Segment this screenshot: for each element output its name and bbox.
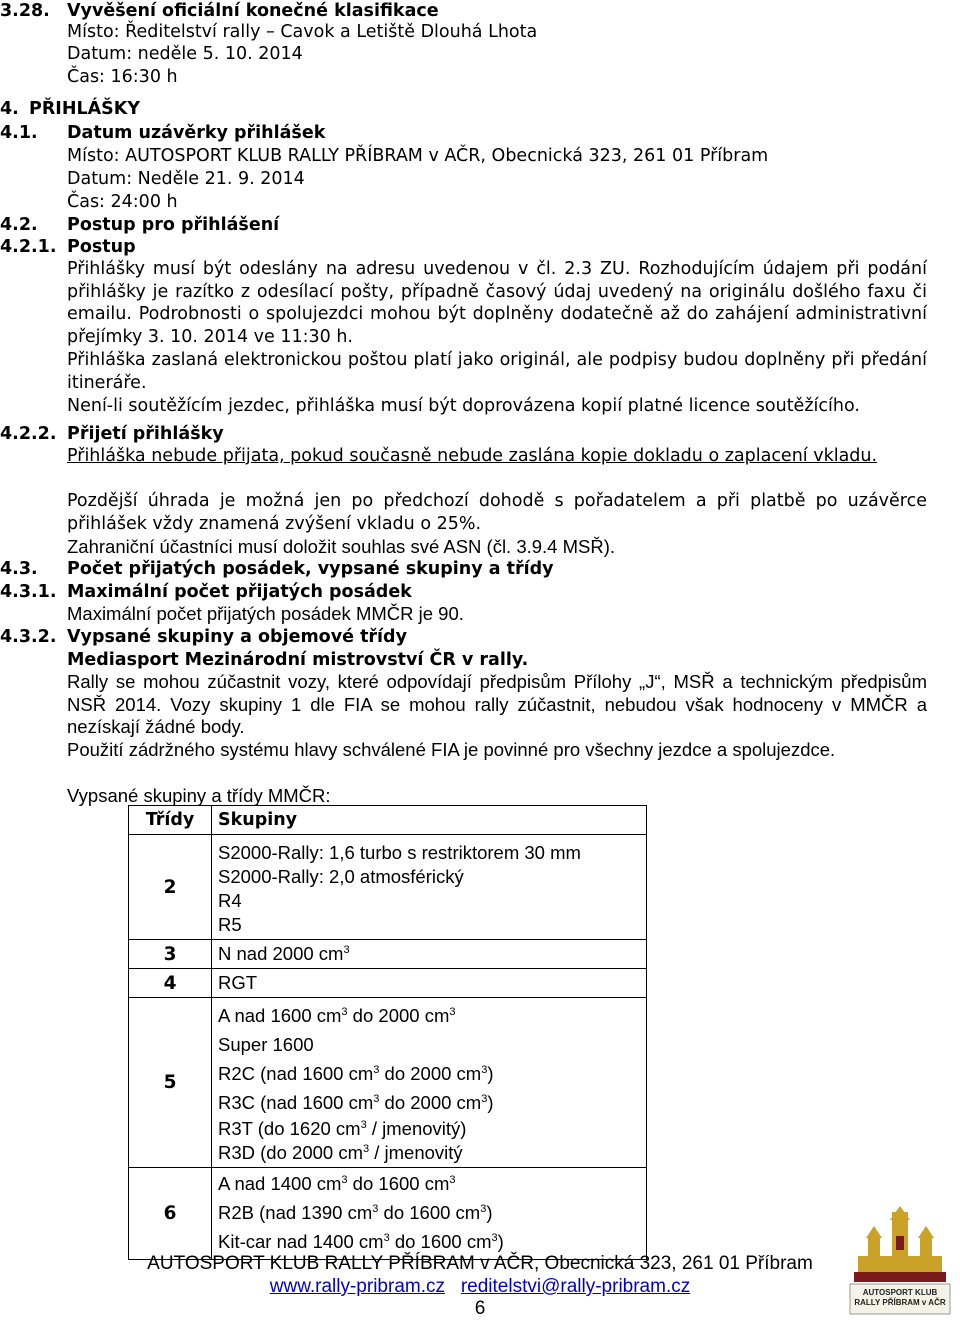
section-title: Vyvěšení oficiální konečné klasifikace bbox=[67, 1, 439, 21]
group-item: R2B (nad 1390 $cm^3$ do 1600 $cm^3$) bbox=[218, 1202, 493, 1223]
class-cell: 4 bbox=[129, 969, 212, 998]
email-link[interactable]: reditelstvi@rally-pribram.cz bbox=[460, 1276, 691, 1297]
section-title: Postup bbox=[67, 237, 136, 257]
section-number: 4.2. bbox=[0, 215, 38, 235]
paragraph: Vypsané skupiny a třídy MMČR: bbox=[67, 785, 331, 806]
section-number: 4.3.2. bbox=[0, 627, 57, 647]
logo-text-line1: AUTOSPORT KLUB bbox=[862, 1288, 938, 1297]
paragraph: Přihlášky musí být odeslány na adresu uvedenou v čl. 2.3 ZU. Rozhodujícím údajem při podání přihlášky je razítko z odesílací pošty, případně časový údaj uvedený na originálu došlého faxu či emailu. Podrobnosti o spolujezdci mohou být doplněny dodatečně až do zahájení administrativní přejímky 3. 10. 2014 ve 11:30 h. bbox=[67, 259, 927, 347]
time-line: Čas: 16:30 h bbox=[67, 67, 178, 87]
table-row bbox=[129, 969, 647, 998]
group-item: R3C (nad 1600 $cm^3$ do 2000 $cm^3$) bbox=[218, 1092, 494, 1113]
groups-cell bbox=[212, 940, 647, 969]
section-title: Postup pro přihlášení bbox=[67, 215, 280, 235]
group-item: R5 bbox=[218, 914, 242, 935]
group-item: R2C (nad 1600 $cm^3$ do 2000 $cm^3$) bbox=[218, 1063, 494, 1084]
table-header-row bbox=[129, 806, 647, 835]
section-title: Maximální počet přijatých posádek bbox=[67, 582, 412, 602]
header-class: Třídy bbox=[129, 806, 212, 835]
website-link[interactable]: www.rally-pribram.cz bbox=[269, 1276, 445, 1297]
paragraph: Není-li soutěžícím jezdec, přihláška musí být doprovázena kopií platné licence soutěžícího. bbox=[67, 396, 860, 416]
section-title: Přijetí přihlášky bbox=[67, 424, 224, 444]
paragraph-underlined: Přihláška nebude přijata, pokud současně nebude zaslána kopie dokladu o zaplacení vkladu. bbox=[67, 446, 878, 466]
group-item: N nad 2000 $cm^3$ bbox=[218, 943, 350, 964]
table-row bbox=[129, 940, 647, 969]
section-number: 4. bbox=[0, 99, 19, 119]
group-item: S2000-Rally: 2,0 atmosférický bbox=[218, 866, 464, 887]
groups-table bbox=[128, 805, 647, 1260]
logo-text-line2: RALLY PŘÍBRAM v AČR bbox=[854, 1298, 946, 1307]
section-number: 3.28. bbox=[0, 1, 50, 21]
section-number: 4.2.1. bbox=[0, 237, 57, 257]
groups-cell bbox=[212, 1168, 647, 1260]
footer-links bbox=[0, 1276, 960, 1298]
time-line: Čas: 24:00 h bbox=[67, 192, 178, 212]
group-item: Kit-car nad 1400 $cm^3$ do 1600 $cm^3$) bbox=[218, 1231, 504, 1252]
groups-cell bbox=[212, 835, 647, 940]
class-cell: 5 bbox=[129, 998, 212, 1168]
section-title: Vypsané skupiny a objemové třídy bbox=[67, 627, 407, 647]
page-number: 6 bbox=[474, 1298, 486, 1319]
group-item: A nad 1600 $cm^3$ do 2000 $cm^3$ bbox=[218, 1005, 456, 1026]
footer-address: AUTOSPORT KLUB RALLY PŘÍBRAM v AČR, Obecnická 323, 261 01 Příbram bbox=[147, 1253, 813, 1274]
group-item: RGT bbox=[218, 972, 258, 993]
header-groups: Skupiny bbox=[212, 806, 647, 835]
section-number: 4.1. bbox=[0, 123, 38, 143]
table-row bbox=[129, 998, 647, 1168]
group-item: Super 1600 bbox=[218, 1034, 314, 1055]
section-number: 4.2.2. bbox=[0, 424, 57, 444]
club-logo bbox=[848, 1206, 952, 1316]
table-row bbox=[129, 835, 647, 940]
subsection-title: Mediasport Mezinárodní mistrovství ČR v rally. bbox=[67, 650, 529, 670]
section-number: 4.3. bbox=[0, 559, 38, 579]
section-title: Počet přijatých posádek, vypsané skupiny a třídy bbox=[67, 559, 554, 579]
group-item: S2000-Rally: 1,6 turbo s restriktorem 30 mm bbox=[218, 842, 581, 863]
class-cell: 2 bbox=[129, 835, 212, 940]
section-title: PŘIHLÁŠKY bbox=[29, 99, 140, 119]
paragraph: Pozdější úhrada je možná jen po předchozí dohodě s pořadatelem a při platbě po uzávěrce přihlášek vždy znamená zvýšení vkladu o 25%. bbox=[67, 491, 927, 534]
place-line: Místo: AUTOSPORT KLUB RALLY PŘÍBRAM v AČR, Obecnická 323, 261 01 Příbram bbox=[67, 146, 769, 166]
place-line: Místo: Ředitelství rally – Cavok a Letiště Dlouhá Lhota bbox=[67, 22, 538, 42]
paragraph: Zahraniční účastníci musí doložit souhlas své ASN (čl. 3.9.4 MSŘ). bbox=[67, 536, 616, 557]
groups-cell bbox=[212, 998, 647, 1168]
class-cell: 3 bbox=[129, 940, 212, 969]
groups-cell bbox=[212, 969, 647, 998]
section-number: 4.3.1. bbox=[0, 582, 57, 602]
paragraph: Použití zádržného systému hlavy schválené FIA je povinné pro všechny jezdce a spolujezdce. bbox=[67, 739, 836, 760]
group-item: A nad 1400 $cm^3$ do 1600 $cm^3$ bbox=[218, 1173, 456, 1194]
class-cell: 6 bbox=[129, 1168, 212, 1260]
group-item: R4 bbox=[218, 890, 242, 911]
table-row bbox=[129, 1168, 647, 1260]
date-line: Datum: neděle 5. 10. 2014 bbox=[67, 44, 303, 64]
paragraph: Rally se mohou zúčastnit vozy, které odpovídají předpisům Přílohy „J“, MSŘ a technickým předpisům NSŘ 2014. Vozy skupiny 1 dle FIA se mohou rally zúčastnit, nebudou však hodnoceny v MMČR a nezískají žádné body. bbox=[67, 671, 927, 738]
section-title: Datum uzávěrky přihlášek bbox=[67, 123, 326, 143]
paragraph: Maximální počet přijatých posádek MMČR je 90. bbox=[67, 603, 464, 624]
date-line: Datum: Neděle 21. 9. 2014 bbox=[67, 169, 305, 189]
paragraph: Přihláška zaslaná elektronickou poštou platí jako originál, ale podpisy budou doplněny při předání itineráře. bbox=[67, 350, 927, 393]
group-item: R3T (do 1620 $cm^3$ / jmenovitý) bbox=[218, 1118, 467, 1139]
group-item: R3D (do 2000 $cm^3$ / jmenovitý bbox=[218, 1142, 463, 1163]
